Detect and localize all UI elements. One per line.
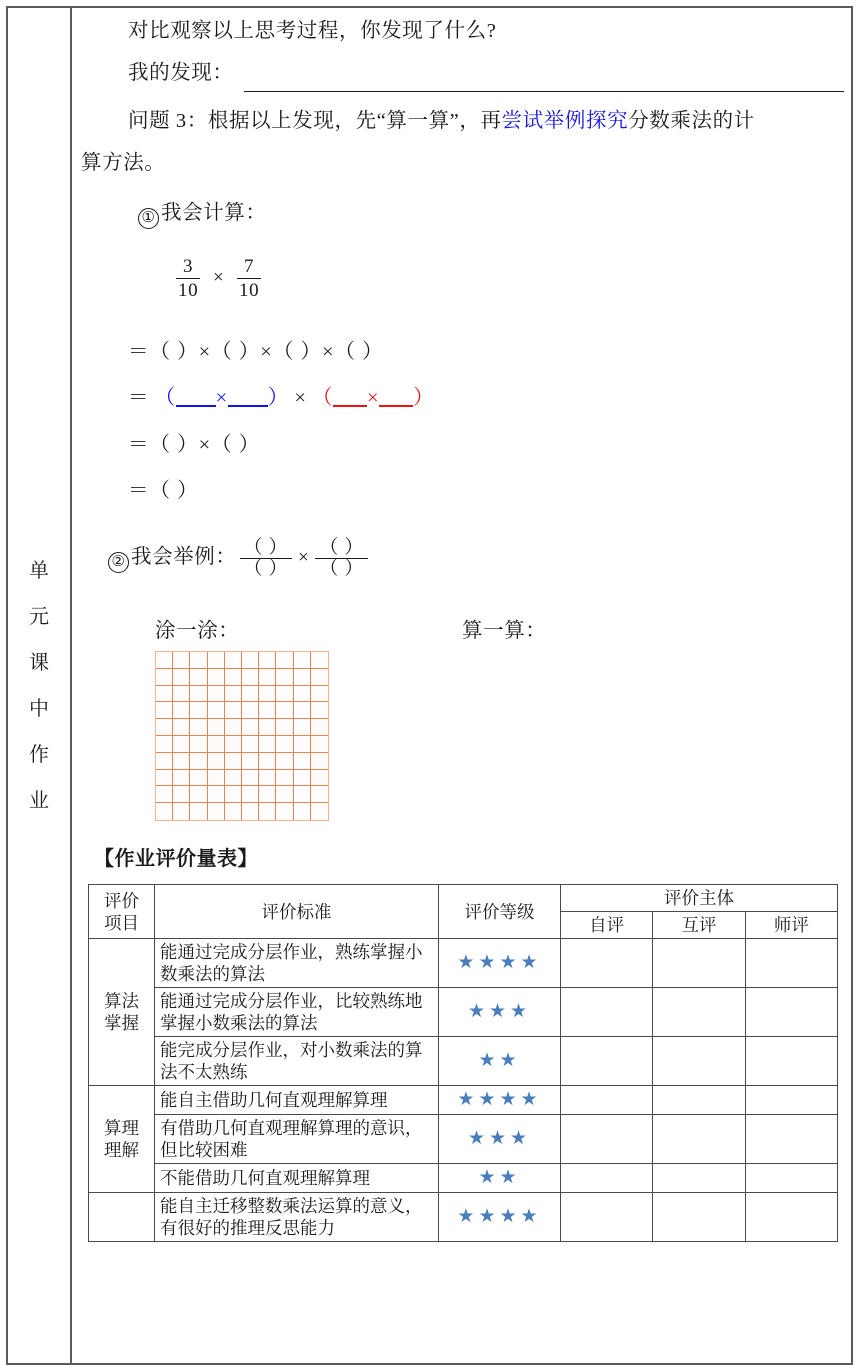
header-self: 自评	[561, 912, 653, 939]
teacher-rating-cell[interactable]	[745, 1086, 837, 1115]
multiply-sign-main: ×	[212, 267, 225, 289]
level-cell	[439, 939, 561, 988]
header-item-line1: 评价	[104, 890, 139, 911]
grid-cell[interactable]	[208, 686, 225, 703]
grid-row	[156, 753, 328, 770]
fraction-b	[237, 256, 261, 302]
question-prompt-line: 对比观察以上思考过程，你发现了什么?	[128, 20, 497, 42]
grid-cell[interactable]	[276, 669, 293, 686]
grid-cell[interactable]	[225, 686, 242, 703]
grid-row	[156, 803, 328, 820]
fraction-a-denominator: 10	[178, 280, 199, 302]
peer-rating-cell[interactable]	[653, 1037, 745, 1086]
grid-cell[interactable]	[276, 702, 293, 719]
peer-rating-cell[interactable]	[653, 1086, 745, 1115]
sidebar-char-2: 课	[29, 651, 49, 674]
eval-table-body	[89, 939, 838, 1242]
circled-number-2: ②	[108, 552, 129, 573]
teacher-rating-cell[interactable]	[745, 939, 837, 988]
table-row	[89, 1115, 838, 1164]
grid-cell[interactable]	[208, 770, 225, 787]
example-fraction-1[interactable]	[240, 538, 293, 579]
criteria-cell: 能通过完成分层作业，比较熟练地掌握小数乘法的算法	[155, 988, 439, 1037]
grid-cell[interactable]	[190, 736, 207, 753]
grid-cell[interactable]	[156, 803, 173, 820]
blue-group[interactable]	[155, 387, 289, 409]
grid-cell[interactable]	[225, 770, 242, 787]
teacher-rating-cell[interactable]	[745, 1115, 837, 1164]
fraction-expression	[172, 256, 265, 302]
grid-cell[interactable]	[276, 753, 293, 770]
item2-label: 我会举例：	[131, 546, 237, 569]
grid-cell[interactable]	[156, 669, 173, 686]
self-rating-cell[interactable]	[561, 1115, 653, 1164]
example-fraction-1-numerator: （ ）	[243, 537, 289, 558]
grid-cell[interactable]	[156, 652, 173, 669]
grid-cell[interactable]	[259, 770, 276, 787]
grid-cell[interactable]	[190, 770, 207, 787]
grid-cell[interactable]	[225, 786, 242, 803]
grid-row	[156, 686, 328, 703]
red-blank-1[interactable]	[333, 405, 367, 407]
grid-cell[interactable]	[259, 719, 276, 736]
teacher-rating-cell[interactable]	[745, 1164, 837, 1193]
star-rating: ★★	[478, 1167, 521, 1189]
question3-highlight: 尝试举例探究	[501, 110, 629, 132]
grid-cell[interactable]	[156, 736, 173, 753]
blue-blank-2[interactable]	[228, 405, 268, 407]
grid-cell[interactable]	[259, 686, 276, 703]
peer-rating-cell[interactable]	[653, 988, 745, 1037]
grid-cell[interactable]	[156, 753, 173, 770]
grid-cell[interactable]	[173, 753, 190, 770]
example-fraction-2-denominator: （ ）	[315, 558, 368, 579]
grid-row	[156, 669, 328, 686]
level-cell	[439, 1115, 561, 1164]
example-multiply-sign: ×	[298, 547, 310, 569]
grid-cell[interactable]	[259, 736, 276, 753]
grid-cell[interactable]	[242, 786, 259, 803]
grid-cell[interactable]	[276, 719, 293, 736]
fraction-a	[176, 256, 200, 302]
grid-cell[interactable]	[225, 736, 242, 753]
self-rating-cell[interactable]	[561, 1164, 653, 1193]
group-label-line1: 算法	[104, 991, 139, 1012]
grid-cell[interactable]	[259, 669, 276, 686]
grid-cell[interactable]	[311, 719, 328, 736]
grid-cell[interactable]	[294, 786, 311, 803]
header-item-line2: 项目	[104, 912, 139, 933]
grid-cell[interactable]	[190, 803, 207, 820]
item2-heading	[108, 538, 371, 579]
grid-cell[interactable]	[311, 686, 328, 703]
fraction-a-numerator: 3	[183, 256, 194, 277]
grid-cell[interactable]	[225, 669, 242, 686]
grid-cell[interactable]	[190, 786, 207, 803]
grid-cell[interactable]	[259, 786, 276, 803]
level-cell	[439, 1193, 561, 1242]
grid-cell[interactable]	[173, 770, 190, 787]
color-in-label: 涂一涂：	[155, 620, 240, 642]
grid-cell[interactable]	[276, 786, 293, 803]
table-row	[89, 1164, 838, 1193]
criteria-cell: 能完成分层作业，对小数乘法的算法不太熟练	[155, 1037, 439, 1086]
equation-line-2[interactable]	[128, 387, 434, 410]
grid-cell[interactable]	[294, 736, 311, 753]
grid-cell[interactable]	[156, 702, 173, 719]
group-label-line1: 算理	[104, 1118, 139, 1139]
peer-rating-cell[interactable]	[653, 939, 745, 988]
compute-label: 算一算：	[462, 620, 547, 642]
grid-cell[interactable]	[173, 686, 190, 703]
criteria-cell: 不能借助几何直观理解算理	[155, 1164, 439, 1193]
grid-cell[interactable]	[173, 652, 190, 669]
eval-header-row-1	[89, 885, 838, 912]
group-label-cell	[89, 1193, 155, 1242]
grid-cell[interactable]	[294, 652, 311, 669]
grid-cell[interactable]	[208, 753, 225, 770]
grid-cell[interactable]	[294, 669, 311, 686]
fraction-b-denominator: 10	[239, 280, 260, 302]
grid-cell[interactable]	[208, 719, 225, 736]
grid-row	[156, 770, 328, 787]
my-finding-answer-line[interactable]	[244, 91, 844, 92]
worksheet-body	[72, 6, 853, 1365]
grid-row	[156, 719, 328, 736]
grid-cell[interactable]	[242, 702, 259, 719]
example-fraction-2[interactable]	[315, 538, 368, 579]
sidebar-vertical-title	[6, 6, 72, 1365]
grid-cell[interactable]	[173, 786, 190, 803]
grid-cell[interactable]	[225, 702, 242, 719]
sidebar-char-1: 元	[29, 605, 49, 628]
self-rating-cell[interactable]	[561, 1086, 653, 1115]
star-rating: ★★★	[467, 1128, 532, 1150]
my-finding-label: 我的发现：	[128, 62, 234, 84]
grid-row	[156, 702, 328, 719]
grid-cell[interactable]	[156, 786, 173, 803]
grid-cell[interactable]	[276, 770, 293, 787]
grid-cell[interactable]	[311, 770, 328, 787]
header-level: 评价等级	[439, 885, 561, 939]
criteria-cell: 能通过完成分层作业，熟练掌握小数乘法的算法	[155, 939, 439, 988]
blue-open-paren: （	[154, 387, 176, 409]
grid-cell[interactable]	[225, 753, 242, 770]
grid-cell[interactable]	[208, 669, 225, 686]
star-rating: ★★★★	[457, 1089, 542, 1111]
evaluation-rubric-table	[88, 884, 838, 1242]
table-row	[89, 988, 838, 1037]
black-times: ×	[294, 387, 307, 409]
star-rating: ★★	[478, 1050, 521, 1072]
grid-cell[interactable]	[259, 803, 276, 820]
equals-sign-2: ＝	[128, 387, 149, 409]
grid-cell[interactable]	[225, 652, 242, 669]
grid-cell[interactable]	[242, 770, 259, 787]
header-criteria: 评价标准	[155, 885, 439, 939]
teacher-rating-cell[interactable]	[745, 1193, 837, 1242]
grid-cell[interactable]	[208, 803, 225, 820]
grid-cell[interactable]	[276, 652, 293, 669]
grid-cell[interactable]	[190, 652, 207, 669]
question3-prefix: 问题 3：根据以上发现，先“算一算”，再	[128, 110, 502, 132]
peer-rating-cell[interactable]	[653, 1164, 745, 1193]
grid-cell[interactable]	[276, 803, 293, 820]
grid-cell[interactable]	[311, 803, 328, 820]
grid-cell[interactable]	[225, 803, 242, 820]
grid-cell[interactable]	[156, 719, 173, 736]
example-fraction-1-denominator: （ ）	[240, 558, 293, 579]
sidebar-char-0: 单	[29, 559, 49, 582]
group-label-line2: 理解	[104, 1140, 139, 1161]
grid-cell[interactable]	[259, 753, 276, 770]
blue-times: ×	[215, 387, 228, 409]
group-label-line2: 掌握	[104, 1013, 139, 1034]
equation-line-3[interactable]: ＝（ ）×（ ）	[128, 434, 261, 456]
grid-cell[interactable]	[190, 719, 207, 736]
criteria-cell: 能自主迁移整数乘法运算的意义，有很好的推理反思能力	[155, 1193, 439, 1242]
peer-rating-cell[interactable]	[653, 1115, 745, 1164]
sidebar-char-5: 业	[29, 789, 49, 812]
red-times: ×	[367, 387, 380, 409]
grid-cell[interactable]	[294, 702, 311, 719]
grid-row	[156, 652, 328, 669]
header-item	[89, 885, 155, 939]
grid-cell[interactable]	[173, 736, 190, 753]
grid-cell[interactable]	[208, 652, 225, 669]
grid-cell[interactable]	[242, 736, 259, 753]
teacher-rating-cell[interactable]	[745, 1037, 837, 1086]
circled-number-1: ①	[138, 208, 159, 229]
self-rating-cell[interactable]	[561, 1193, 653, 1242]
level-cell	[439, 1086, 561, 1115]
grid-cell[interactable]	[294, 686, 311, 703]
sidebar-char-4: 作	[29, 743, 49, 766]
header-teacher: 师评	[745, 912, 837, 939]
grid-row	[156, 786, 328, 803]
red-open-paren: （	[312, 387, 333, 409]
grid-cell[interactable]	[242, 753, 259, 770]
grid-cell[interactable]	[173, 702, 190, 719]
grid-cell[interactable]	[276, 736, 293, 753]
grid-cell[interactable]	[208, 786, 225, 803]
level-cell	[439, 1164, 561, 1193]
question3-line2: 算方法。	[81, 152, 166, 174]
grid-cell[interactable]	[294, 719, 311, 736]
self-rating-cell[interactable]	[561, 988, 653, 1037]
grid-cell[interactable]	[311, 786, 328, 803]
grid-cell[interactable]	[276, 686, 293, 703]
grid-cell[interactable]	[242, 803, 259, 820]
table-row	[89, 1193, 838, 1242]
blue-close-paren: ）	[267, 387, 289, 409]
grid-cell[interactable]	[156, 770, 173, 787]
item1-heading	[138, 202, 267, 229]
star-rating: ★★★★	[457, 1206, 542, 1228]
grid-cell[interactable]	[208, 736, 225, 753]
red-close-paren: ）	[413, 387, 435, 409]
blue-blank-1[interactable]	[176, 405, 216, 407]
grid-cell[interactable]	[259, 702, 276, 719]
peer-rating-cell[interactable]	[653, 1193, 745, 1242]
grid-cell[interactable]	[173, 669, 190, 686]
grid-cell[interactable]	[294, 803, 311, 820]
grid-cell[interactable]	[242, 719, 259, 736]
example-fraction-2-numerator: （ ）	[319, 537, 364, 558]
table-row	[89, 1086, 838, 1115]
self-rating-cell[interactable]	[561, 939, 653, 988]
star-rating: ★★★★	[457, 952, 542, 974]
criteria-cell: 能自主借助几何直观理解算理	[155, 1086, 439, 1115]
criteria-cell: 有借助几何直观理解算理的意识，但比较困难	[155, 1115, 439, 1164]
grid-cell[interactable]	[242, 686, 259, 703]
grid-cell[interactable]	[311, 736, 328, 753]
table-row	[89, 939, 838, 988]
grid-cell[interactable]	[294, 770, 311, 787]
fraction-b-numerator: 7	[244, 256, 255, 277]
grid-cell[interactable]	[173, 719, 190, 736]
question3-line1	[128, 110, 755, 133]
grid-cell[interactable]	[208, 702, 225, 719]
sidebar-char-3: 中	[29, 697, 49, 720]
red-blank-2[interactable]	[379, 405, 413, 407]
header-subject: 评价主体	[561, 885, 838, 912]
eval-table-heading: 【作业评价量表】	[94, 848, 258, 870]
star-rating: ★★★	[467, 1001, 532, 1023]
group-label-cell	[89, 939, 155, 1086]
header-peer: 互评	[653, 912, 745, 939]
group-label-cell	[89, 1086, 155, 1193]
grid-cell[interactable]	[311, 702, 328, 719]
teacher-rating-cell[interactable]	[745, 988, 837, 1037]
item1-label: 我会计算：	[161, 202, 267, 224]
grid-cell[interactable]	[190, 669, 207, 686]
grid-cell[interactable]	[156, 686, 173, 703]
self-rating-cell[interactable]	[561, 1037, 653, 1086]
coloring-grid-10x10[interactable]	[155, 651, 329, 821]
grid-cell[interactable]	[294, 753, 311, 770]
red-group[interactable]	[312, 387, 434, 409]
grid-cell[interactable]	[242, 669, 259, 686]
grid-cell[interactable]	[190, 753, 207, 770]
sidebar-label-column	[6, 6, 72, 1365]
grid-cell[interactable]	[311, 652, 328, 669]
question3-suffix: 分数乘法的计	[628, 110, 755, 132]
eval-table-head	[89, 885, 838, 939]
table-row	[89, 1037, 838, 1086]
equation-line-1[interactable]: ＝（ ）×（ ）×（ ）×（ ）	[128, 341, 384, 363]
grid-row	[156, 736, 328, 753]
grid-cell[interactable]	[225, 719, 242, 736]
level-cell	[439, 988, 561, 1037]
grid-cell[interactable]	[311, 669, 328, 686]
grid-cell[interactable]	[311, 753, 328, 770]
equation-line-4[interactable]: ＝（ ）	[128, 480, 199, 502]
grid-cell[interactable]	[190, 686, 207, 703]
grid-cell[interactable]	[173, 803, 190, 820]
level-cell	[439, 1037, 561, 1086]
grid-cell[interactable]	[190, 702, 207, 719]
grid-cell[interactable]	[259, 652, 276, 669]
grid-cell[interactable]	[242, 652, 259, 669]
